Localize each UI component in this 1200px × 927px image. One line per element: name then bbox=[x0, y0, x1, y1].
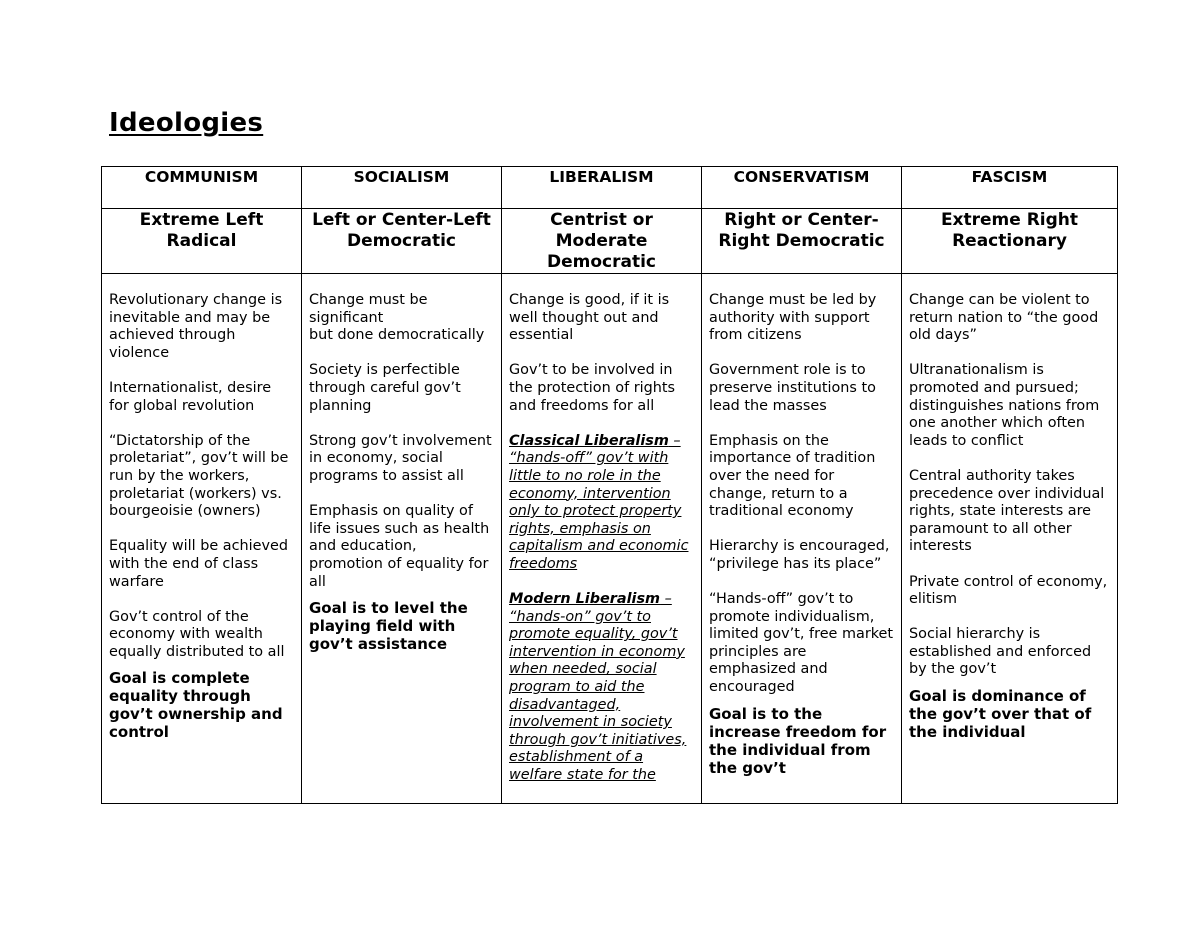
point: Change is good, if it is well thought out and essential bbox=[509, 292, 670, 344]
header-conservatism: CONSERVATISM bbox=[702, 167, 902, 209]
point: Emphasis on the importance of tradition over the need for change, return to a traditional economy bbox=[709, 432, 876, 520]
position-row bbox=[102, 209, 1118, 274]
header-fascism: FASCISM bbox=[902, 167, 1118, 209]
point: Change must be led by authority with support from citizens bbox=[709, 292, 877, 344]
point: “Hands-off” gov’t to promote individualism, limited gov’t, free market principles are emphasized and encouraged bbox=[709, 591, 894, 696]
goal: Goal is complete equality through gov’t ownership and control bbox=[109, 669, 283, 742]
goal: Goal is dominance of the gov’t over that of the individual bbox=[909, 687, 1092, 742]
point: Hierarchy is encouraged, “privilege has its place” bbox=[709, 538, 890, 572]
point: Society is perfectible through careful gov’t planning bbox=[309, 362, 461, 414]
position-socialism: Left or Center-Left Democratic bbox=[302, 209, 502, 274]
point: Social hierarchy is established and enforced by the gov’t bbox=[909, 626, 1092, 678]
modern-liberalism-title: Modern Liberalism bbox=[509, 591, 661, 608]
description-row bbox=[102, 274, 1118, 804]
classical-liberalism bbox=[509, 433, 694, 574]
point: Government role is to preserve institutions to lead the masses bbox=[709, 362, 876, 414]
description-conservatism bbox=[702, 274, 902, 804]
point: Private control of economy, elitism bbox=[909, 573, 1108, 608]
ideologies-table bbox=[101, 166, 1118, 804]
liberalism-clip bbox=[509, 292, 694, 801]
position-conservatism: Right or Center-Right Democratic bbox=[702, 209, 902, 274]
modern-liberalism-text: – “hands-on” gov’t to promote equality, gov’t intervention in economy when needed, social program to aid the disadvantaged, involvement in society through gov’t initiatives, establishment of a welfare state for the bbox=[509, 591, 687, 784]
position-liberalism: Centrist or Moderate Democratic bbox=[502, 209, 702, 274]
position-communism: Extreme Left Radical bbox=[102, 209, 302, 274]
point: “Dictatorship of the proletariat”, gov’t will be run by the workers, proletariat (workers) vs. bourgeoisie (owners) bbox=[109, 432, 289, 520]
point: Strong gov’t involvement in economy, social programs to assist all bbox=[309, 432, 492, 484]
classical-liberalism-title: Classical Liberalism bbox=[509, 432, 669, 449]
header-row bbox=[102, 167, 1118, 209]
point: Gov’t control of the economy with wealth equally distributed to all bbox=[109, 608, 285, 660]
point: Equality will be achieved with the end of class warfare bbox=[109, 538, 289, 590]
description-fascism bbox=[902, 274, 1118, 804]
point: Internationalist, desire for global revolution bbox=[109, 379, 272, 414]
classical-liberalism-text: – “hands-off” gov’t with little to no role in the economy, intervention only to protect property rights, emphasis on capitalism and economic freedoms bbox=[509, 432, 689, 572]
description-communism bbox=[102, 274, 302, 804]
goal: Goal is to level the playing field with gov’t assistance bbox=[309, 599, 468, 654]
description-socialism bbox=[302, 274, 502, 804]
header-communism: COMMUNISM bbox=[102, 167, 302, 209]
header-socialism: SOCIALISM bbox=[302, 167, 502, 209]
goal: Goal is to the increase freedom for the individual from the gov’t bbox=[709, 704, 887, 777]
point: Ultranationalism is promoted and pursued; distinguishes nations from one another which often leads to conflict bbox=[909, 362, 1100, 449]
position-fascism: Extreme Right Reactionary bbox=[902, 209, 1118, 274]
point: Change must be significant bbox=[309, 292, 428, 326]
point: Change can be violent to return nation to “the good old days” bbox=[909, 292, 1099, 344]
point: but done democratically bbox=[309, 327, 485, 344]
point: Gov’t to be involved in the protection of rights and freedoms for all bbox=[509, 362, 676, 414]
point: Emphasis on quality of life issues such as health and education, promotion of equality for all bbox=[309, 503, 490, 590]
modern-liberalism bbox=[509, 591, 694, 785]
description-liberalism bbox=[502, 274, 702, 804]
point: Central authority takes precedence over individual rights, state interests are paramount to all other interests bbox=[909, 467, 1105, 555]
page-title: Ideologies bbox=[109, 108, 264, 138]
point: Revolutionary change is inevitable and may be achieved through violence bbox=[109, 292, 283, 361]
header-liberalism: LIBERALISM bbox=[502, 167, 702, 209]
